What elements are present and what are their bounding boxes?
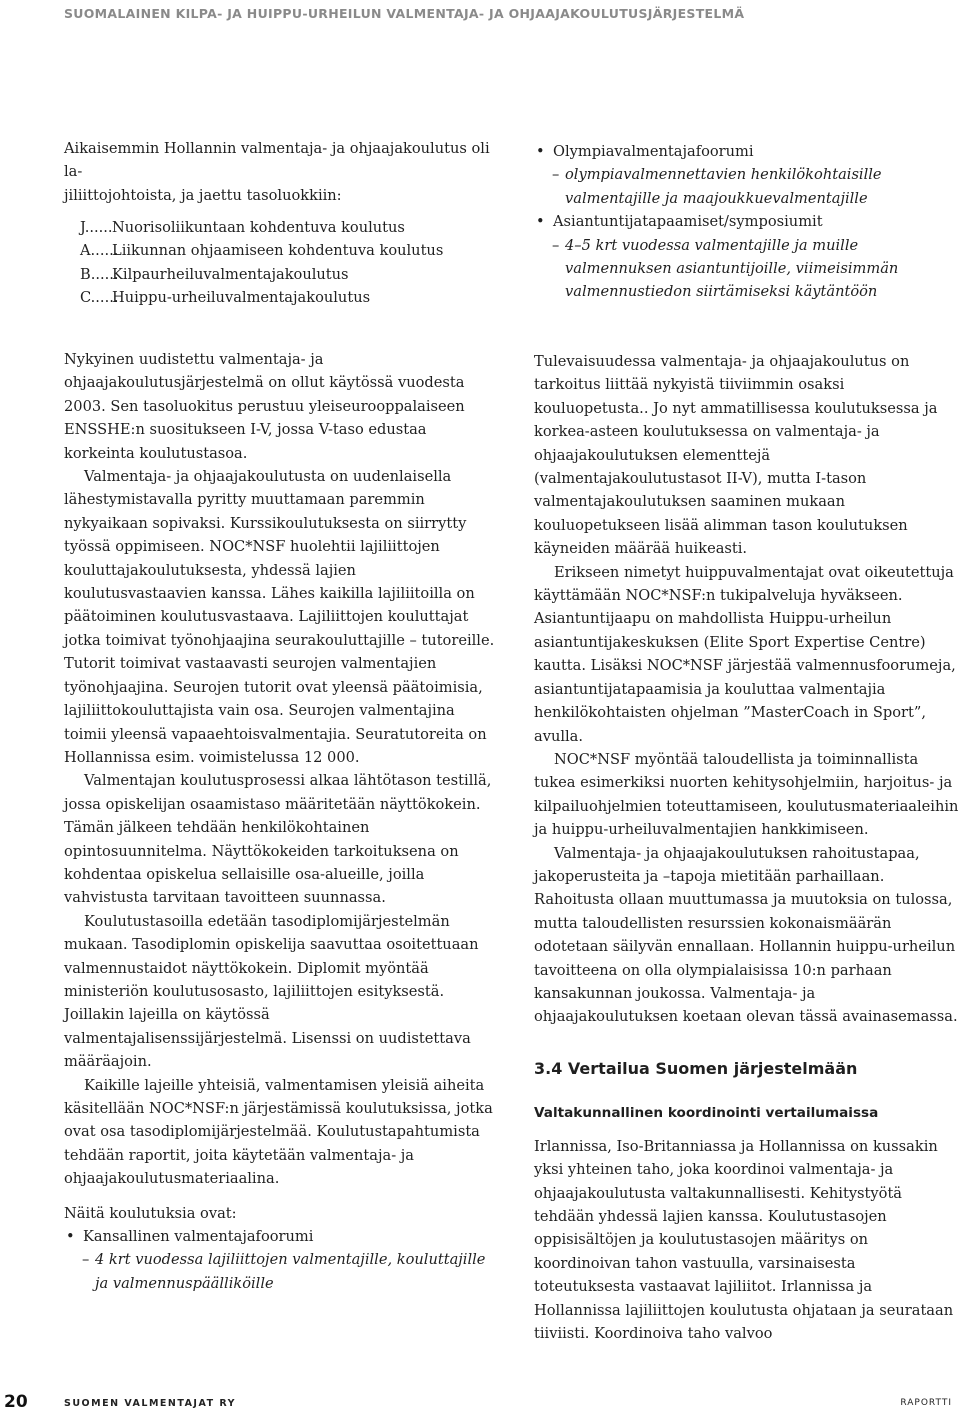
level-item-c	[80, 286, 496, 309]
running-header: SUOMALAINEN KILPA- JA HUIPPU-URHEILUN VALMENTAJA- JA OHJAAJAKOULUTUSJÄRJESTELMÄ	[64, 6, 745, 21]
bullet-olympia: • Olympiavalmentajafoorumi	[534, 140, 960, 163]
left-paragraph-2: Valmentaja- ja ohjaajakoulutusta on uudenlaisella lähestymistavalla pyritty muuttamaan paremmin nykyaikaan sopivaksi. Kurssikoulutuksesta on siirrytty työssä oppimiseen. NOC*NSF huolehtii lajiliittojen kouluttajakoulutuksesta, yhdessä lajien koulutusvastaavien kanssa. Lähes kaikilla lajiliitoilla on päätoiminen koulutusvastaava. Lajiliittojen kouluttajat jotka toimivat työnohjaajina seurakouluttajille – tutoreille. Tutorit toimivat vastaavasti seurojen valmentajien työnohjaajina. Seurojen tutorit ovat yleensä päätoimisia, lajiliittokouluttajista vain osa. Seurojen valmentajina toimii yleensä vapaaehtoisvalmentajia. Seuratutoreita on Hollannissa esim. voimistelussa 12 000.	[64, 468, 495, 766]
left-paragraph-5: Kaikille lajeille yhteisiä, valmentamisen yleisiä aiheita käsitellään NOC*NSF:n järjestämissä koulutuksissa, jotka ovat osa tasodiplomijärjestelmää. Koulutustapahtumista tehdään raportit, joita käytetään valmentaja- ja ohjaajakoulutusmateriaalina.	[64, 1076, 493, 1188]
level-key: J......	[80, 219, 113, 236]
left-intro	[64, 137, 496, 207]
level-item-a	[80, 239, 496, 262]
right-paragraph-3: NOC*NSF myöntää taloudellista ja toiminnallista tukea esimerkiksi nuorten kehitysohjelmiin, harjoitus- ja kilpailuohjelmien toteuttamiseen, koulutusmateriaaleihin ja huippu-urheiluvalmentajien hankkimiseen.	[534, 750, 959, 839]
right-section	[534, 1057, 960, 1345]
footer-report-label: RAPORTTI	[900, 1398, 952, 1408]
right-paragraph-4: Valmentaja- ja ohjaajakoulutuksen rahoitustapaa, jakoperusteita ja –tapoja mietitään parhaillaan. Rahoitusta ollaan muuttumassa ja muutoksia on tulossa, mutta taloudellisten resurssien kokonaismäärän odotetaan säilyvän ennallaan. Hollannin huippu-urheilun tavoitteena on olla olympialaisissa 10:n parhaan kansakunnan joukossa. Valmentaja- ja ohjaajakoulutuksen koetaan olevan tässä avainasemassa.	[534, 844, 958, 1026]
intro-line-2: jiliittojohtoista, ja jaettu tasoluokkiin:	[64, 186, 342, 204]
right-paragraph-5: Irlannissa, Iso-Britanniassa ja Hollannissa on kussakin yksi yhteinen taho, joka koordinoi valmentaja- ja ohjaajakoulutusta valtakunnallisesti. Kehitystyötä tehdään yhdessä lajien kanssa. Koulutustasojen oppisisältöjen ja koulutustasojen määritys on koordinoivan tahon vastuulla, varsinaisesta toteutuksesta vastaavat lajiliitot. Irlannissa ja Hollannissa lajiliittojen koulutusta ohjataan ja seurataan tiiviisti. Koordinoiva taho valvoo	[534, 1137, 954, 1343]
left-paragraph-1: Nykyinen uudistettu valmentaja- ja ohjaajakoulutusjärjestelmä on ollut käytössä vuodesta 2003. Sen tasoluokitus perustuu yleiseurooppalaiseen ENSSHE:n suositukseen I-V, jossa V-taso edustaa korkeinta koulutustasoa.	[64, 351, 465, 462]
level-key: A......	[80, 242, 119, 260]
page-footer	[0, 1390, 960, 1418]
level-item-j	[80, 216, 496, 239]
level-key: B......	[80, 265, 119, 283]
level-list	[64, 216, 496, 310]
level-label: Liikunnan ohjaamiseen kohdentuva koulutus	[112, 242, 444, 260]
level-label: Nuorisoliikuntaan kohdentuva koulutus	[112, 219, 405, 236]
bullet-kansallinen-detail: – 4 krt vuodessa lajiliittojen valmentajille, kouluttajille ja valmennuspäälliköille	[64, 1248, 496, 1295]
right-body	[534, 350, 960, 1029]
right-bullets	[534, 140, 960, 304]
footer-organization: SUOMEN VALMENTAJAT RY	[64, 1398, 237, 1409]
level-label: Huippu-urheiluvalmentajakoulutus	[112, 289, 371, 307]
right-paragraph-2: Erikseen nimetyt huippuvalmentajat ovat oikeutettuja käyttämään NOC*NSF:n tukipalveluja hyväkseen. Asiantuntijaapu on mahdollista Huippu-urheilun asiantuntijakeskuksen (Elite Sport Expertise Centre) kautta. Lisäksi NOC*NSF järjestää valmennusfoorumeja, asiantuntijatapaamisia ja kouluttaa valmentajia henkilökohtaisten ohjelman ”MasterCoach in Sport”, avulla.	[534, 563, 956, 745]
left-paragraph-4: Koulutustasoilla edetään tasodiplomijärjestelmän mukaan. Tasodiplomin opiskelija saavuttaa osoitettuaan valmennustaidot näyttökokein. Diplomit myöntää ministeriön koulutusosasto, lajiliittojen esityksestä. Joillakin lajeilla on käytössä valmentajalisenssijärjestelmä. Lisenssi on uudistettava määräajoin.	[64, 912, 479, 1071]
level-key: C......	[80, 289, 119, 307]
list-intro: Näitä koulutuksia ovat:	[64, 1204, 237, 1222]
left-paragraph-3: Valmentajan koulutusprosessi alkaa lähtötason testillä, jossa opiskelijan osaamistaso määritetään näyttökokein. Tämän jälkeen tehdään henkilökohtainen opintosuunnitelma. Näyttökokeiden tarkoituksena on kohdentaa opiskelua sellaisille osa-alueille, joilla vahvistusta tarvitaan tavoitteen suunnassa.	[64, 772, 492, 907]
left-body	[64, 348, 496, 1295]
bullet-asiantuntija-detail: – 4–5 krt vuodessa valmentajille ja muille valmennuksen asiantuntijoille, viimeisimmän valmennustiedon siirtämiseksi käytäntöön	[534, 234, 960, 304]
right-paragraph-1: Tulevaisuudessa valmentaja- ja ohjaajakoulutus on tarkoitus liittää nykyistä tiiviimmin osaksi kouluopetusta.. Jo nyt ammatillisessa koulutuksessa ja korkea-asteen koulutuksessa on valmentaja- ja ohjaajakoulutuksen elementtejä (valmentajakoulutustasot II-V), mutta I-tason valmentajakoulutuksen saaminen mukaan kouluopetukseen lisää alimman tason koulutuksen käyneiden määrää huikeasti.	[534, 353, 938, 558]
bullet-kansallinen: • Kansallinen valmentajafoorumi	[64, 1225, 496, 1248]
level-label: Kilpaurheiluvalmentajakoulutus	[112, 265, 349, 283]
level-item-b	[80, 263, 496, 286]
subsection-heading: Valtakunnallinen koordinointi vertailumaissa	[534, 1105, 879, 1122]
page-number: 20	[4, 1392, 28, 1412]
intro-line-1: Aikaisemmin Hollannin valmentaja- ja ohjaajakoulutus oli la-	[64, 140, 490, 181]
section-heading: 3.4 Vertailua Suomen järjestelmään	[534, 1059, 858, 1078]
bullet-asiantuntija: • Asiantuntijatapaamiset/symposiumit	[534, 210, 960, 233]
bullet-olympia-detail: – olympiavalmennettavien henkilökohtaisille valmentajille ja maajoukkuevalmentajille	[534, 163, 960, 210]
